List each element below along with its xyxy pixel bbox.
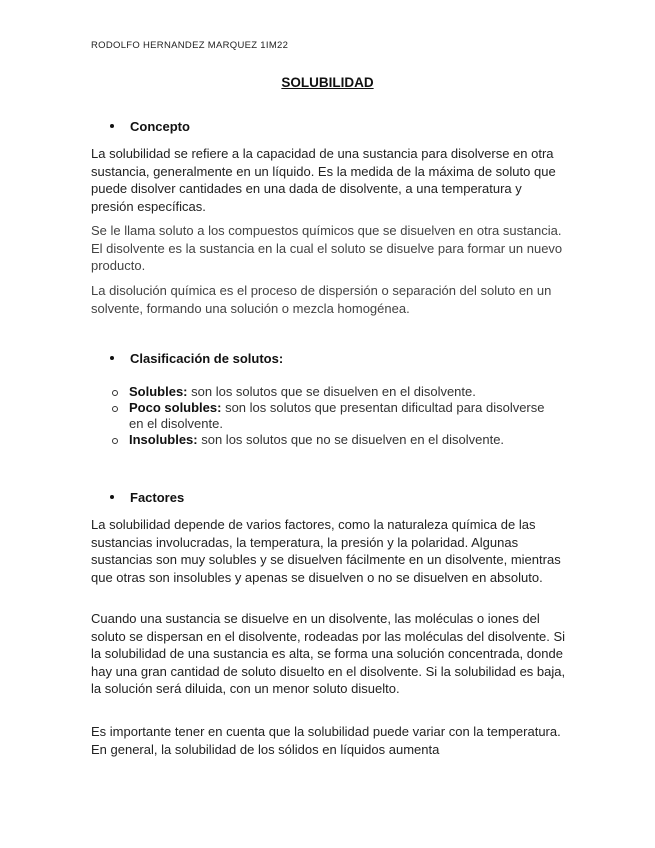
section-heading-clasificacion: Clasificación de solutos: <box>110 351 283 366</box>
paragraph-factores-3: Es importante tener en cuenta que la solubilidad puede variar con la temperatura. En general, la solubilidad de los sólidos en líquidos aumenta <box>91 724 561 757</box>
circle-bullet-icon <box>112 406 118 412</box>
paragraph-concepto-3: La disolución química es el proceso de dispersión o separación del soluto en un solvente, formando una solución o mezcla homogénea. <box>91 283 552 316</box>
bullet-icon <box>110 124 114 128</box>
paragraph-factores-2: Cuando una sustancia se disuelve en un disolvente, las moléculas o iones del soluto se dispersan en el disolvente, rodeadas por las moléculas del disolvente. Si la solubilidad de una sustancia es alta, se forma una solución concentrada, donde hay una gran cantidad de soluto disuelto en el disolvente. Si la solubilidad es baja, la solución será diluida, con un menor soluto disuelto. <box>91 611 566 697</box>
author-header: RODOLFO HERNANDEZ MARQUEZ 1IM22 <box>91 40 289 51</box>
section-heading-factores: Factores <box>110 490 184 505</box>
bullet-icon <box>110 495 114 499</box>
paragraph-concepto-1: La solubilidad se refiere a la capacidad de una sustancia para disolverse en otra sustancia, generalmente en un líquido. Es la medida de la máxima de soluto que puede disolver cantidades en una dada de disolvente, a una temperatura y presión específicas. <box>91 146 556 214</box>
solute-classification-list <box>112 384 552 448</box>
circle-bullet-icon <box>112 390 118 396</box>
circle-bullet-icon <box>112 438 118 444</box>
list-item: Insolubles: son los solutos que no se disuelven en el disolvente. <box>112 432 552 448</box>
page-title: SOLUBILIDAD <box>281 75 374 90</box>
bullet-icon <box>110 356 114 360</box>
list-item: Solubles: son los solutos que se disuelven en el disolvente. <box>112 384 552 400</box>
list-item: Poco solubles: son los solutos que presentan dificultad para disolverse en el disolvente. <box>112 400 552 432</box>
section-heading-concepto: Concepto <box>110 119 190 134</box>
paragraph-concepto-2: Se le llama soluto a los compuestos químicos que se disuelven en otra sustancia. El disolvente es la sustancia en la cual el soluto se disuelve para formar un nuevo producto. <box>91 223 563 274</box>
paragraph-factores-1: La solubilidad depende de varios factores, como la naturaleza química de las sustancias involucradas, la temperatura, la presión y la polaridad. Algunas sustancias son muy solubles y se disuelven fácilmente en un disolvente, mientras que otras son insolubles y apenas se disuelven o no se disuelven en absoluto. <box>91 517 561 585</box>
